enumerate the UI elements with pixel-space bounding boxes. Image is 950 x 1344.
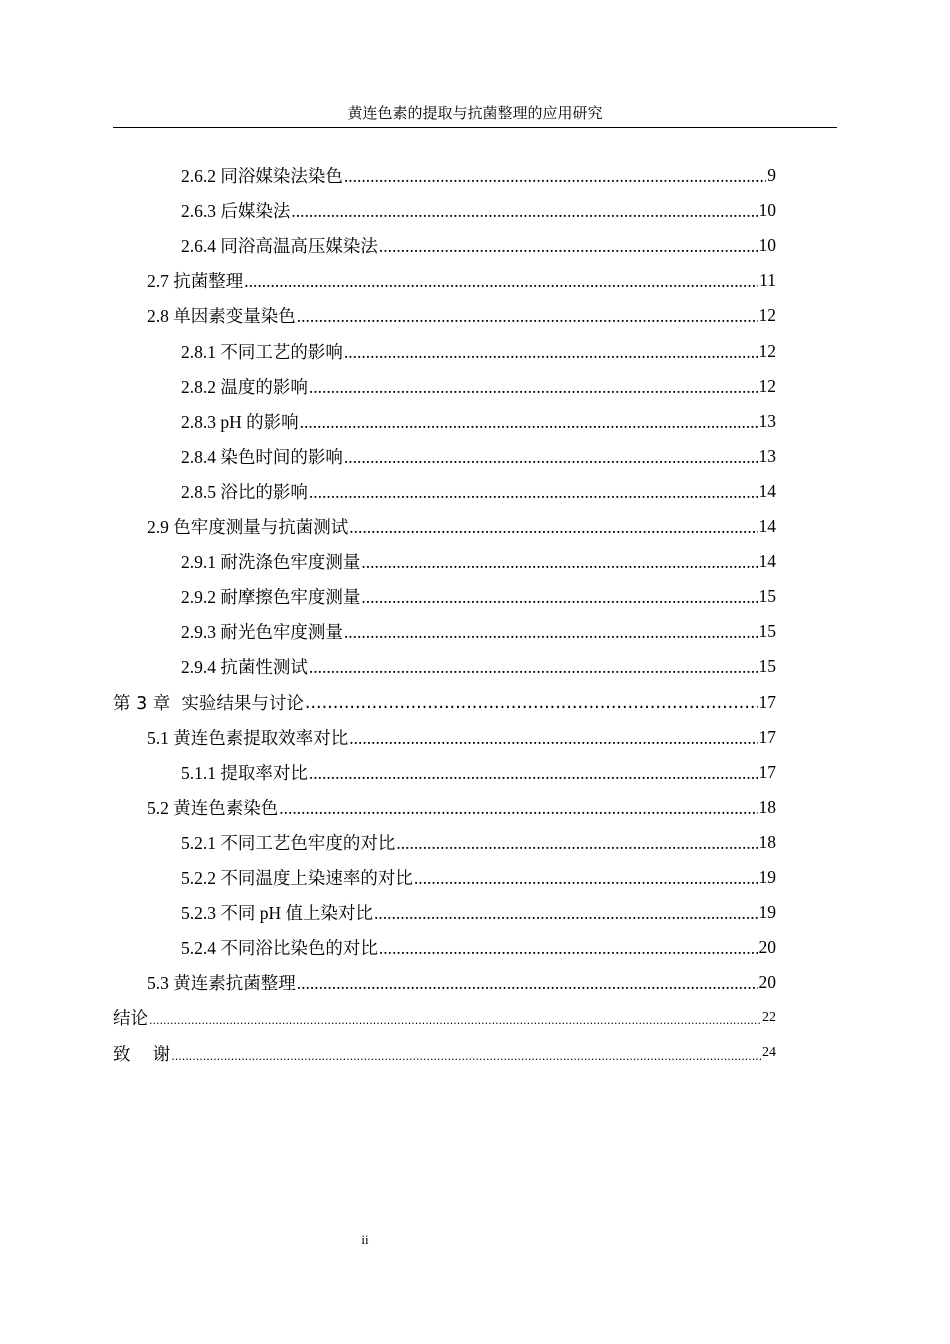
toc-entry-title: 2.9.2 耐摩擦色牢度测量 <box>181 587 361 608</box>
toc-dot-leader <box>344 447 758 468</box>
toc-entry[interactable] <box>181 579 776 614</box>
toc-entry-title: 第 3 章 实验结果与讨论 <box>113 693 304 714</box>
toc-entry-title: 2.8.5 浴比的影响 <box>181 481 308 502</box>
toc-entry-title: 5.2 黄连色素染色 <box>147 797 279 818</box>
toc-dot-leader <box>344 166 766 187</box>
toc-entry[interactable] <box>113 685 776 720</box>
toc-entry-page: 17 <box>758 726 776 747</box>
toc-entry[interactable] <box>147 790 776 825</box>
toc-entry-page: 13 <box>758 410 776 431</box>
toc-dot-leader <box>344 342 758 363</box>
toc-entry-title: 2.9 色牢度测量与抗菌测试 <box>147 517 349 537</box>
toc-dot-leader <box>171 1050 761 1063</box>
toc-entry-page: 9 <box>767 165 776 185</box>
toc-entry-page: 20 <box>758 972 776 993</box>
toc-entry-page: 19 <box>758 867 776 887</box>
toc-entry-page: 12 <box>758 305 776 326</box>
toc-dot-leader <box>244 271 758 292</box>
toc-dot-leader <box>305 693 758 713</box>
toc-entry-page: 19 <box>758 902 776 923</box>
toc-entry-title: 5.2.2 不同温度上染速率的对比 <box>181 868 413 888</box>
toc-entry-page: 14 <box>758 516 776 536</box>
toc-dot-leader <box>297 306 758 327</box>
toc-entry-title: 5.3 黄连素抗菌整理 <box>147 973 296 994</box>
toc-entry-title: 5.2.1 不同工艺色牢度的对比 <box>181 832 396 853</box>
toc-entry[interactable] <box>181 895 776 930</box>
toc-entry-page: 17 <box>758 761 776 782</box>
toc-entry-title: 2.8.1 不同工艺的影响 <box>181 341 343 362</box>
toc-entry[interactable] <box>181 474 776 509</box>
toc-entry-title: 2.6.4 同浴高温高压媒染法 <box>181 236 378 257</box>
toc-entry-title: 致 谢 <box>113 1044 171 1065</box>
toc-dot-leader <box>361 587 757 608</box>
toc-dot-leader <box>309 763 758 784</box>
toc-entry-title: 5.1.1 提取率对比 <box>181 762 308 783</box>
toc-entry-title: 2.9.1 耐洗涤色牢度测量 <box>181 552 361 573</box>
toc-entry[interactable] <box>113 1036 776 1071</box>
toc-entry[interactable] <box>181 228 776 263</box>
toc-entry-page: 12 <box>758 375 776 396</box>
toc-dot-leader <box>309 657 758 678</box>
toc-entry-page: 14 <box>758 480 776 501</box>
toc-entry-title: 2.7 抗菌整理 <box>147 271 244 292</box>
toc-entry[interactable] <box>181 930 776 965</box>
toc-entry[interactable] <box>181 334 776 369</box>
toc-entry-page: 13 <box>758 445 776 466</box>
toc-dot-leader <box>279 798 757 819</box>
running-header: 黄连色素的提取与抗菌整理的应用研究 <box>347 106 603 122</box>
toc-entry-title: 2.8.4 染色时间的影响 <box>181 446 343 467</box>
toc-entry[interactable] <box>181 369 776 404</box>
toc-dot-leader <box>361 552 757 573</box>
toc-dot-leader <box>349 517 757 538</box>
header-rule <box>113 127 837 128</box>
toc-entry-title: 结论 <box>113 1009 148 1030</box>
toc-entry-page: 18 <box>758 831 776 852</box>
toc-entry[interactable] <box>181 755 776 790</box>
toc-entry-title: 2.9.3 耐光色牢度测量 <box>181 622 343 643</box>
toc-entry[interactable] <box>181 649 776 684</box>
toc-dot-leader <box>396 833 757 854</box>
toc-dot-leader <box>379 236 758 257</box>
toc-dot-leader <box>309 482 758 503</box>
toc-entry-page: 24 <box>762 1045 776 1060</box>
toc-entry-page: 12 <box>758 340 776 361</box>
toc-entry-page: 18 <box>758 796 776 817</box>
toc-dot-leader <box>374 903 757 924</box>
toc-entry-page: 17 <box>758 691 776 712</box>
toc-entry-page: 15 <box>758 656 776 677</box>
toc-entry-page: 15 <box>758 621 776 642</box>
toc-dot-leader <box>291 201 757 222</box>
toc-entry[interactable] <box>181 439 776 474</box>
toc-entry-title: 2.8.3 pH 的影响 <box>181 411 299 432</box>
toc-dot-leader <box>344 622 758 643</box>
toc-entry-title: 2.6.3 后媒染法 <box>181 201 291 222</box>
toc-dot-leader <box>300 412 758 433</box>
toc-dot-leader <box>349 728 757 749</box>
toc-entry-page: 10 <box>758 235 776 256</box>
toc-entry[interactable] <box>181 860 776 895</box>
toc-entry-title: 2.8 单因素变量染色 <box>147 306 296 327</box>
toc-dot-leader <box>297 973 758 994</box>
toc-entry-page: 15 <box>758 586 776 607</box>
toc-entry[interactable] <box>181 614 776 649</box>
toc-dot-leader <box>379 938 758 959</box>
toc-entry-page: 10 <box>758 200 776 221</box>
toc-entry[interactable] <box>181 544 776 579</box>
toc-entry[interactable] <box>147 720 776 755</box>
toc-entry-title: 2.8.2 温度的影响 <box>181 376 308 397</box>
toc-entry-title: 5.2.4 不同浴比染色的对比 <box>181 938 378 959</box>
page-number: ii <box>361 1232 369 1247</box>
toc-dot-leader <box>149 1014 761 1027</box>
toc-entry-title: 2.6.2 同浴媒染法染色 <box>181 166 343 186</box>
toc-entry-page: 22 <box>762 1009 776 1025</box>
toc-entry[interactable] <box>181 404 776 439</box>
toc-entry[interactable] <box>181 825 776 860</box>
toc-entry[interactable] <box>147 298 776 333</box>
toc-entry[interactable] <box>147 965 776 1000</box>
toc-entry[interactable] <box>113 1000 776 1035</box>
toc-entry-page: 14 <box>758 551 776 572</box>
toc-entry[interactable] <box>181 158 776 193</box>
toc-entry[interactable] <box>147 509 776 544</box>
toc-entry-title: 5.2.3 不同 pH 值上染对比 <box>181 903 374 924</box>
toc-entry-page: 11 <box>759 270 776 291</box>
toc-dot-leader <box>309 377 758 398</box>
toc-entry-title: 5.1 黄连色素提取效率对比 <box>147 727 349 748</box>
toc-dot-leader <box>414 868 758 889</box>
toc-entry[interactable] <box>147 263 776 298</box>
toc-entry[interactable] <box>181 193 776 228</box>
toc-entry-page: 20 <box>758 937 776 958</box>
toc-entry-title: 2.9.4 抗菌性测试 <box>181 657 308 678</box>
